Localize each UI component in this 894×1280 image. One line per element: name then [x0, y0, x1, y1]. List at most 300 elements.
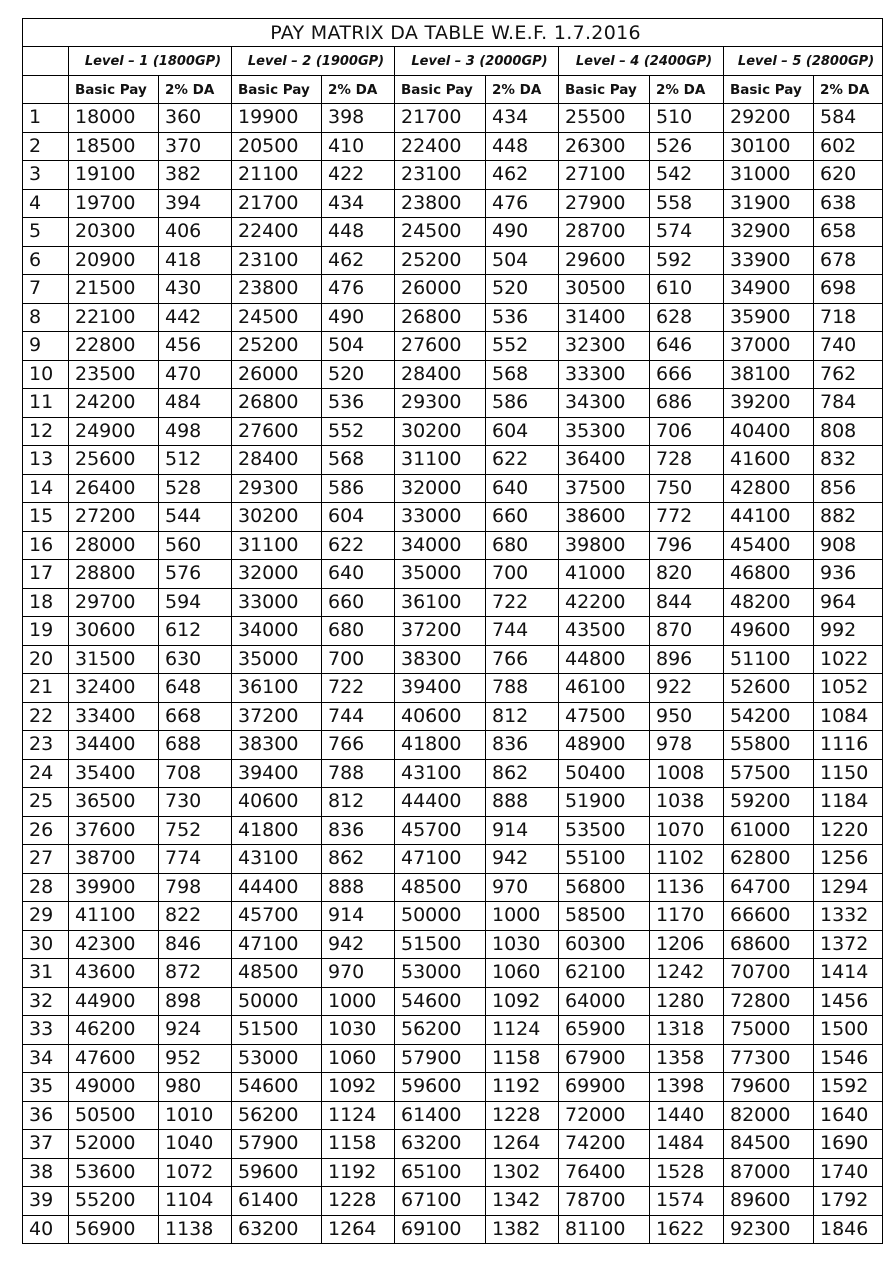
basic-pay-cell: 51900	[559, 788, 650, 817]
level-header-2: Level – 2 (1900GP)	[232, 47, 395, 76]
da-cell: 924	[159, 1016, 232, 1045]
da-cell: 728	[650, 446, 724, 475]
da-cell: 744	[486, 617, 559, 646]
basic-pay-cell: 45700	[232, 902, 322, 931]
basic-pay-cell: 57500	[724, 759, 814, 788]
basic-pay-cell: 26800	[395, 303, 486, 332]
da-cell: 862	[486, 759, 559, 788]
da-cell: 752	[159, 816, 232, 845]
da-header: 2% DA	[650, 76, 724, 104]
da-cell: 430	[159, 275, 232, 304]
da-cell: 560	[159, 531, 232, 560]
basic-pay-cell: 35900	[724, 303, 814, 332]
basic-pay-cell: 39800	[559, 531, 650, 560]
basic-pay-cell: 21700	[395, 104, 486, 133]
da-cell: 872	[159, 959, 232, 988]
da-cell: 542	[650, 161, 724, 190]
basic-pay-cell: 29600	[559, 246, 650, 275]
table-row	[23, 1130, 883, 1159]
da-cell: 798	[159, 873, 232, 902]
basic-pay-cell: 54600	[395, 987, 486, 1016]
basic-pay-cell: 35000	[395, 560, 486, 589]
da-cell: 536	[486, 303, 559, 332]
basic-pay-cell: 36100	[395, 588, 486, 617]
da-cell: 1318	[650, 1016, 724, 1045]
row-index: 29	[23, 902, 69, 931]
basic-pay-cell: 20900	[69, 246, 159, 275]
basic-pay-cell: 76400	[559, 1158, 650, 1187]
row-index: 16	[23, 531, 69, 560]
row-index: 38	[23, 1158, 69, 1187]
basic-pay-cell: 28800	[69, 560, 159, 589]
da-cell: 394	[159, 189, 232, 218]
da-cell: 462	[322, 246, 395, 275]
basic-pay-cell: 55100	[559, 845, 650, 874]
basic-pay-cell: 41600	[724, 446, 814, 475]
da-header: 2% DA	[159, 76, 232, 104]
da-cell: 536	[322, 389, 395, 418]
da-cell: 1060	[486, 959, 559, 988]
da-cell: 1220	[814, 816, 883, 845]
da-cell: 1138	[159, 1215, 232, 1244]
basic-pay-cell: 55800	[724, 731, 814, 760]
basic-pay-cell: 45400	[724, 531, 814, 560]
da-cell: 622	[486, 446, 559, 475]
basic-pay-cell: 78700	[559, 1187, 650, 1216]
da-cell: 680	[322, 617, 395, 646]
basic-pay-cell: 21700	[232, 189, 322, 218]
da-cell: 470	[159, 360, 232, 389]
da-cell: 1228	[322, 1187, 395, 1216]
da-cell: 1264	[486, 1130, 559, 1159]
da-cell: 788	[322, 759, 395, 788]
basic-pay-cell: 61400	[232, 1187, 322, 1216]
basic-pay-cell: 34000	[232, 617, 322, 646]
row-index: 34	[23, 1044, 69, 1073]
basic-pay-cell: 28400	[232, 446, 322, 475]
da-cell: 862	[322, 845, 395, 874]
basic-pay-cell: 45700	[395, 816, 486, 845]
basic-pay-cell: 64000	[559, 987, 650, 1016]
basic-pay-cell: 48200	[724, 588, 814, 617]
subheader-row	[23, 76, 883, 104]
da-cell: 568	[486, 360, 559, 389]
row-index: 39	[23, 1187, 69, 1216]
basic-pay-cell: 23100	[395, 161, 486, 190]
da-cell: 558	[650, 189, 724, 218]
da-cell: 434	[486, 104, 559, 133]
basic-pay-cell: 41000	[559, 560, 650, 589]
da-cell: 766	[486, 645, 559, 674]
da-cell: 1184	[814, 788, 883, 817]
row-index: 31	[23, 959, 69, 988]
da-cell: 620	[814, 161, 883, 190]
da-cell: 604	[486, 417, 559, 446]
da-cell: 1302	[486, 1158, 559, 1187]
basic-pay-cell: 47600	[69, 1044, 159, 1073]
table-row	[23, 360, 883, 389]
basic-pay-cell: 23800	[232, 275, 322, 304]
da-cell: 668	[159, 702, 232, 731]
row-index: 1	[23, 104, 69, 133]
basic-pay-cell: 21100	[232, 161, 322, 190]
basic-pay-cell: 50000	[232, 987, 322, 1016]
basic-pay-cell: 34300	[559, 389, 650, 418]
basic-pay-cell: 22400	[395, 132, 486, 161]
basic-pay-cell: 56800	[559, 873, 650, 902]
da-cell: 1010	[159, 1101, 232, 1130]
basic-pay-cell: 29300	[232, 474, 322, 503]
da-cell: 552	[486, 332, 559, 361]
da-cell: 1060	[322, 1044, 395, 1073]
level-header-4: Level – 4 (2400GP)	[559, 47, 724, 76]
da-cell: 680	[486, 531, 559, 560]
row-index: 4	[23, 189, 69, 218]
da-cell: 660	[486, 503, 559, 532]
da-cell: 584	[814, 104, 883, 133]
basic-pay-header: Basic Pay	[559, 76, 650, 104]
basic-pay-cell: 42300	[69, 930, 159, 959]
da-cell: 628	[650, 303, 724, 332]
da-cell: 630	[159, 645, 232, 674]
basic-pay-cell: 44800	[559, 645, 650, 674]
table-row	[23, 1016, 883, 1045]
da-cell: 442	[159, 303, 232, 332]
da-cell: 520	[322, 360, 395, 389]
da-cell: 856	[814, 474, 883, 503]
basic-pay-cell: 26400	[69, 474, 159, 503]
basic-pay-cell: 72000	[559, 1101, 650, 1130]
da-cell: 896	[650, 645, 724, 674]
da-cell: 796	[650, 531, 724, 560]
table-row	[23, 930, 883, 959]
table-body	[23, 104, 883, 1244]
da-cell: 1500	[814, 1016, 883, 1045]
da-cell: 520	[486, 275, 559, 304]
basic-pay-cell: 43500	[559, 617, 650, 646]
da-cell: 528	[159, 474, 232, 503]
basic-pay-cell: 42800	[724, 474, 814, 503]
da-cell: 592	[650, 246, 724, 275]
basic-pay-cell: 82000	[724, 1101, 814, 1130]
basic-pay-cell: 36100	[232, 674, 322, 703]
da-cell: 908	[814, 531, 883, 560]
da-cell: 1332	[814, 902, 883, 931]
row-index: 27	[23, 845, 69, 874]
basic-pay-header: Basic Pay	[395, 76, 486, 104]
basic-pay-cell: 50000	[395, 902, 486, 931]
basic-pay-cell: 27600	[232, 417, 322, 446]
row-index: 22	[23, 702, 69, 731]
basic-pay-cell: 24900	[69, 417, 159, 446]
row-index: 15	[23, 503, 69, 532]
row-index: 11	[23, 389, 69, 418]
da-cell: 1092	[322, 1073, 395, 1102]
da-cell: 648	[159, 674, 232, 703]
row-index: 14	[23, 474, 69, 503]
row-index: 37	[23, 1130, 69, 1159]
da-cell: 718	[814, 303, 883, 332]
da-cell: 762	[814, 360, 883, 389]
da-cell: 526	[650, 132, 724, 161]
basic-pay-cell: 42200	[559, 588, 650, 617]
da-cell: 844	[650, 588, 724, 617]
table-row	[23, 503, 883, 532]
da-cell: 1000	[486, 902, 559, 931]
da-cell: 576	[159, 560, 232, 589]
basic-pay-cell: 26800	[232, 389, 322, 418]
basic-pay-cell: 53500	[559, 816, 650, 845]
da-cell: 708	[159, 759, 232, 788]
da-cell: 942	[322, 930, 395, 959]
da-cell: 836	[486, 731, 559, 760]
table-row	[23, 731, 883, 760]
da-cell: 1342	[486, 1187, 559, 1216]
da-cell: 1008	[650, 759, 724, 788]
row-index: 2	[23, 132, 69, 161]
row-index: 40	[23, 1215, 69, 1244]
basic-pay-cell: 31400	[559, 303, 650, 332]
basic-pay-cell: 48500	[395, 873, 486, 902]
da-cell: 1124	[486, 1016, 559, 1045]
basic-pay-cell: 37600	[69, 816, 159, 845]
da-cell: 604	[322, 503, 395, 532]
table-row	[23, 645, 883, 674]
table-row	[23, 531, 883, 560]
basic-pay-cell: 18500	[69, 132, 159, 161]
basic-pay-cell: 28400	[395, 360, 486, 389]
row-index: 6	[23, 246, 69, 275]
da-cell: 812	[322, 788, 395, 817]
basic-pay-cell: 59200	[724, 788, 814, 817]
da-cell: 740	[814, 332, 883, 361]
da-cell: 772	[650, 503, 724, 532]
row-index: 7	[23, 275, 69, 304]
da-cell: 980	[159, 1073, 232, 1102]
da-cell: 774	[159, 845, 232, 874]
basic-pay-cell: 27600	[395, 332, 486, 361]
row-index: 26	[23, 816, 69, 845]
row-index: 30	[23, 930, 69, 959]
basic-pay-cell: 48500	[232, 959, 322, 988]
table-row	[23, 104, 883, 133]
row-index: 36	[23, 1101, 69, 1130]
da-cell: 698	[814, 275, 883, 304]
basic-pay-cell: 64700	[724, 873, 814, 902]
basic-pay-cell: 29300	[395, 389, 486, 418]
da-cell: 700	[486, 560, 559, 589]
da-cell: 744	[322, 702, 395, 731]
basic-pay-cell: 32300	[559, 332, 650, 361]
da-cell: 490	[486, 218, 559, 247]
basic-pay-cell: 51100	[724, 645, 814, 674]
da-cell: 552	[322, 417, 395, 446]
da-cell: 1084	[814, 702, 883, 731]
level-header-5: Level – 5 (2800GP)	[724, 47, 883, 76]
basic-pay-cell: 54600	[232, 1073, 322, 1102]
da-cell: 602	[814, 132, 883, 161]
basic-pay-cell: 24500	[395, 218, 486, 247]
da-cell: 1170	[650, 902, 724, 931]
basic-pay-cell: 40400	[724, 417, 814, 446]
basic-pay-cell: 62800	[724, 845, 814, 874]
table-row	[23, 332, 883, 361]
basic-pay-cell: 25600	[69, 446, 159, 475]
basic-pay-cell: 65900	[559, 1016, 650, 1045]
basic-pay-cell: 23100	[232, 246, 322, 275]
da-cell: 730	[159, 788, 232, 817]
da-cell: 610	[650, 275, 724, 304]
basic-pay-cell: 74200	[559, 1130, 650, 1159]
corner-cell	[23, 76, 69, 104]
da-cell: 586	[486, 389, 559, 418]
da-cell: 398	[322, 104, 395, 133]
basic-pay-cell: 61000	[724, 816, 814, 845]
da-cell: 1158	[322, 1130, 395, 1159]
da-cell: 1206	[650, 930, 724, 959]
da-cell: 882	[814, 503, 883, 532]
table-row	[23, 845, 883, 874]
da-cell: 568	[322, 446, 395, 475]
da-cell: 1792	[814, 1187, 883, 1216]
basic-pay-cell: 30100	[724, 132, 814, 161]
table-row	[23, 474, 883, 503]
basic-pay-cell: 55200	[69, 1187, 159, 1216]
basic-pay-cell: 65100	[395, 1158, 486, 1187]
basic-pay-cell: 22800	[69, 332, 159, 361]
basic-pay-cell: 27900	[559, 189, 650, 218]
basic-pay-cell: 19700	[69, 189, 159, 218]
basic-pay-cell: 33900	[724, 246, 814, 275]
da-cell: 1104	[159, 1187, 232, 1216]
basic-pay-cell: 29700	[69, 588, 159, 617]
da-cell: 870	[650, 617, 724, 646]
level-header-3: Level – 3 (2000GP)	[395, 47, 559, 76]
basic-pay-header: Basic Pay	[724, 76, 814, 104]
table-row	[23, 218, 883, 247]
basic-pay-cell: 52000	[69, 1130, 159, 1159]
da-cell: 1030	[322, 1016, 395, 1045]
da-cell: 640	[322, 560, 395, 589]
basic-pay-cell: 44100	[724, 503, 814, 532]
basic-pay-cell: 43600	[69, 959, 159, 988]
da-cell: 1264	[322, 1215, 395, 1244]
da-cell: 594	[159, 588, 232, 617]
da-cell: 964	[814, 588, 883, 617]
basic-pay-cell: 57900	[395, 1044, 486, 1073]
table-row	[23, 1073, 883, 1102]
da-cell: 1192	[322, 1158, 395, 1187]
da-cell: 952	[159, 1044, 232, 1073]
basic-pay-cell: 49000	[69, 1073, 159, 1102]
basic-pay-cell: 19100	[69, 161, 159, 190]
da-cell: 574	[650, 218, 724, 247]
basic-pay-cell: 18000	[69, 104, 159, 133]
basic-pay-cell: 22100	[69, 303, 159, 332]
basic-pay-cell: 38300	[232, 731, 322, 760]
table-row	[23, 303, 883, 332]
basic-pay-cell: 26300	[559, 132, 650, 161]
basic-pay-cell: 30600	[69, 617, 159, 646]
basic-pay-cell: 33400	[69, 702, 159, 731]
table-row	[23, 1158, 883, 1187]
table-row	[23, 417, 883, 446]
da-cell: 922	[650, 674, 724, 703]
basic-pay-cell: 22400	[232, 218, 322, 247]
basic-pay-cell: 56200	[232, 1101, 322, 1130]
da-cell: 1846	[814, 1215, 883, 1244]
basic-pay-cell: 37200	[395, 617, 486, 646]
basic-pay-cell: 49600	[724, 617, 814, 646]
basic-pay-cell: 35400	[69, 759, 159, 788]
da-cell: 360	[159, 104, 232, 133]
da-cell: 936	[814, 560, 883, 589]
da-cell: 484	[159, 389, 232, 418]
basic-pay-cell: 26000	[395, 275, 486, 304]
da-cell: 382	[159, 161, 232, 190]
basic-pay-header: Basic Pay	[232, 76, 322, 104]
basic-pay-cell: 41800	[395, 731, 486, 760]
table-row	[23, 1187, 883, 1216]
basic-pay-cell: 37000	[724, 332, 814, 361]
da-cell: 678	[814, 246, 883, 275]
basic-pay-cell: 56900	[69, 1215, 159, 1244]
basic-pay-cell: 47100	[395, 845, 486, 874]
basic-pay-cell: 63200	[395, 1130, 486, 1159]
row-index: 23	[23, 731, 69, 760]
row-index: 21	[23, 674, 69, 703]
da-cell: 1690	[814, 1130, 883, 1159]
da-cell: 992	[814, 617, 883, 646]
basic-pay-cell: 66600	[724, 902, 814, 931]
basic-pay-cell: 24200	[69, 389, 159, 418]
da-cell: 370	[159, 132, 232, 161]
da-cell: 846	[159, 930, 232, 959]
basic-pay-cell: 32000	[395, 474, 486, 503]
da-cell: 1228	[486, 1101, 559, 1130]
da-cell: 784	[814, 389, 883, 418]
basic-pay-cell: 38300	[395, 645, 486, 674]
basic-pay-cell: 39400	[395, 674, 486, 703]
da-cell: 1574	[650, 1187, 724, 1216]
da-cell: 1150	[814, 759, 883, 788]
basic-pay-cell: 40600	[232, 788, 322, 817]
table-row	[23, 702, 883, 731]
da-cell: 418	[159, 246, 232, 275]
da-cell: 750	[650, 474, 724, 503]
table-row	[23, 588, 883, 617]
da-cell: 706	[650, 417, 724, 446]
da-cell: 1000	[322, 987, 395, 1016]
basic-pay-cell: 67900	[559, 1044, 650, 1073]
da-cell: 1158	[486, 1044, 559, 1073]
basic-pay-cell: 38600	[559, 503, 650, 532]
da-cell: 504	[322, 332, 395, 361]
da-cell: 1484	[650, 1130, 724, 1159]
da-cell: 1040	[159, 1130, 232, 1159]
table-row	[23, 275, 883, 304]
da-cell: 622	[322, 531, 395, 560]
da-cell: 1372	[814, 930, 883, 959]
da-cell: 1052	[814, 674, 883, 703]
da-cell: 1592	[814, 1073, 883, 1102]
table-row	[23, 132, 883, 161]
basic-pay-cell: 19900	[232, 104, 322, 133]
basic-pay-cell: 25200	[232, 332, 322, 361]
basic-pay-cell: 38100	[724, 360, 814, 389]
da-cell: 1038	[650, 788, 724, 817]
basic-pay-cell: 31900	[724, 189, 814, 218]
